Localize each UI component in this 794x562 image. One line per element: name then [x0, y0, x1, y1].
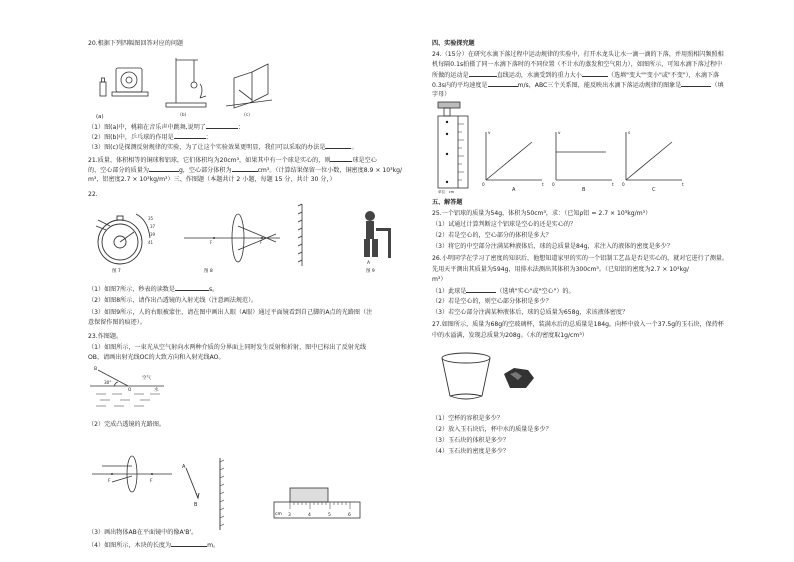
ruler-unit: cm — [275, 512, 282, 517]
graph-a-label: A — [512, 187, 516, 193]
q25-stem: 25.一个铝球的质量为54g，体积为50cm³，求：（已知ρ铝 = 2.7 × 10³kg/m³） — [432, 210, 652, 217]
q23-4: （4）如图所示，木块的长度为 m。 — [88, 542, 220, 549]
label-A: A — [182, 464, 186, 470]
lens-figure — [184, 202, 280, 274]
reflection-figure — [226, 64, 272, 108]
q22-3b: 意保留作图的痕迹）。 — [88, 319, 146, 326]
q20-1: （1）图(a)中，桃箱在音乐声中跳舞,说明了 ； — [88, 124, 244, 131]
graph-c-yaxis: s — [628, 130, 631, 135]
graph-c-xaxis: t — [682, 182, 684, 187]
fig7-label: 图 7 — [112, 269, 121, 274]
q20-3: （3）图(c)是探测反射规律的实验，为了让这个实验效果更明显，我们可以采取的办法是 。 — [88, 144, 358, 151]
fig9-label: 图 9 — [366, 269, 375, 274]
q21-line3: m³，铝密度2.7 × 10³kg/m³）三、作图题（本题共计 2 小题，每题 15 分，共计 30 分，） — [88, 176, 336, 183]
graph-c-label: C — [652, 187, 656, 193]
graph-a-origin: 0 — [482, 182, 485, 187]
q21-line2: 的，空心部分的质量为 g，空心部分体积为 cm³。（计算结果保留一位小数，铜密度8.9 × 10³kg/ — [88, 167, 403, 174]
stand-figure — [166, 58, 206, 107]
fig8-label: 图 8 — [204, 269, 213, 274]
faucet-scale-figure — [434, 102, 474, 194]
ruler-tick-3: 3 — [288, 513, 291, 518]
graph-b-label: B — [582, 187, 586, 193]
convex-lens-figure — [92, 448, 172, 498]
q23-3: （3）画出物体AB在平面镜中的像A'B'。 — [88, 529, 198, 536]
q27-2: （2）放入玉石块后，杯中水的质量是多少？ — [432, 426, 552, 433]
q20-title: 20.根据下列四幅图回答对应的问题 — [88, 40, 184, 47]
q24-line5: 字母） — [432, 91, 451, 98]
q22-3: （3）如图9所示，人的右眼被蒙住，请在图中画出人眼（A眼）通过平面镜看到自己脚的A点的光路图（注 — [88, 309, 373, 316]
label-water: 水 — [154, 388, 159, 393]
q24-line2: 机每隔0.1s拍摄了同一水滴下落时的不同位置（不计水的蒸发和空气阻力），如图所示，可知水滴下落过程中 — [432, 61, 723, 68]
q25-2: （2）若是空心的，空心部分的体积是多大？ — [432, 232, 552, 239]
q25-1: （1）试通过计算判断这个铝球是空心的还是实心的？ — [432, 221, 577, 228]
q20-2: （2）图(b)中，乒乓球的作用是 ； — [88, 134, 212, 141]
q27-line1: 27.如图所示，质量为68g的空玻璃杯，装满水后的总质量是184g，向杯中放入一个37.5g的玉石块，保持杯 — [432, 321, 724, 328]
svg-text:35: 35 — [148, 216, 154, 221]
stopwatch-figure — [90, 200, 168, 274]
q27-3: （3）玉石块的体积是多少？ — [432, 437, 510, 444]
section-5-title: 五、解答题 — [432, 199, 463, 206]
svg-text:A: A — [367, 261, 371, 266]
object-mirror-figure — [180, 458, 236, 532]
glass-stone-figure — [438, 352, 548, 404]
label-F-left: F — [108, 479, 111, 484]
ruler-tick-4: 4 — [308, 513, 311, 518]
label-F-right: F — [150, 479, 153, 484]
fig-c-label: (c) — [244, 113, 250, 118]
label-B-object: B — [194, 502, 198, 508]
q26-1: （1）此球是 （选填"实心"或"空心"）的。 — [432, 288, 575, 295]
svg-text:37: 37 — [150, 224, 156, 229]
q23-1: （1）如图所示，一束光从空气射向水两种介质的分界面上同时发生反射和折射，图中已标出了反射光线 — [88, 344, 367, 351]
scale-label: 单位：cm — [438, 190, 455, 194]
svg-text:39: 39 — [150, 232, 156, 237]
q23-2: （2）完成凸透镜的光路图。 — [88, 421, 166, 428]
label-air: 空气 — [142, 376, 151, 381]
fig-a-label: (a) — [96, 114, 104, 120]
svg-text:41: 41 — [148, 240, 154, 245]
section-4-title: 四、实验探究题 — [432, 40, 475, 47]
q27-line2: 中的水溢满，发现总质量为208g。（水的密度取1g/cm³） — [432, 332, 588, 339]
q22-1: （1）如图7所示，秒表的读数是 s。 — [88, 286, 219, 293]
q26-line3: m³） — [432, 276, 447, 283]
speaker-figure — [100, 68, 148, 96]
ruler-figure — [272, 486, 368, 526]
graph-b-xaxis: t — [612, 182, 614, 187]
motion-graphs — [482, 130, 702, 192]
graph-b-origin: 0 — [552, 182, 555, 187]
graph-a-xaxis: t — [542, 182, 544, 187]
q27-1: （1）空杯的容积是多少？ — [432, 415, 503, 422]
svg-text:F: F — [260, 240, 263, 245]
mirror-person-figure — [288, 200, 398, 274]
q26-line1: 26.小明同学在学习了密度的知识后，他想知道家里的实的一个铝制工艺品是否是实心的，就对它进行了测量。 — [432, 255, 729, 262]
q24-line3: 所做的运动是 直线运动，水滴受到的重力大小 （选填"变大""变小"或"不变"），水滴下落 — [432, 72, 720, 79]
graph-b-yaxis: v — [558, 130, 561, 135]
graph-a-yaxis: v — [488, 130, 491, 135]
ruler-tick-6: 6 — [348, 513, 351, 518]
graph-c-origin: 0 — [622, 182, 625, 187]
q23-title: 23.作图题。 — [88, 333, 123, 340]
label-O: O — [128, 387, 132, 392]
refraction-figure — [90, 364, 172, 412]
q27-4: （4）玉石块的密度是多少？ — [432, 448, 510, 455]
q22-title: 22. — [88, 191, 98, 198]
label-B: B — [94, 367, 98, 372]
q20-figures — [94, 48, 279, 120]
svg-text:F: F — [210, 240, 213, 245]
q26-2: （2）若是空心的，则空心部分体积是多少？ — [432, 298, 552, 305]
ruler-tick-5: 5 — [328, 513, 331, 518]
q26-line2: 先用天平测出其质量为594g，用排水法测出其体积为300cm³。（已知铝的密度为2.7 × 10³kg/ — [432, 266, 689, 273]
q26-3: （3）若空心部分注满某种液体后，球的总质量为658g，求该液体密度？ — [432, 309, 629, 316]
label-angle: 30° — [104, 380, 112, 385]
q21-line1: 21.质量、体积相等的铜球和铝球，它们体积均为20cm³，如果其中有一个球是实心的，则 球是空心 — [88, 157, 377, 164]
q24-line4: 0.3s内的平均速度是 m/s，ABC三个关系图，能反映出水滴下落运动规律的图象是 （填 — [432, 82, 724, 89]
fig-b-label: (b) — [180, 113, 187, 118]
q23-1b: OB，请画出射光线OC的大致方向和入射光线AO。 — [88, 354, 225, 361]
q22-2: （2）如图8所示，请作出凸透镜的入射光线（注意画法规范）。 — [88, 297, 258, 304]
q24-line1: 24.（15分）在研究水滴下落过程中运动规律的实验中，打开水龙头让水一滴一滴的下落，并用照相闪频照相 — [432, 51, 724, 58]
q25-3: （3）将它的中空部分注满某种液体后，球的总质量是84g，求注入的液体的密度是多少？ — [432, 243, 673, 250]
